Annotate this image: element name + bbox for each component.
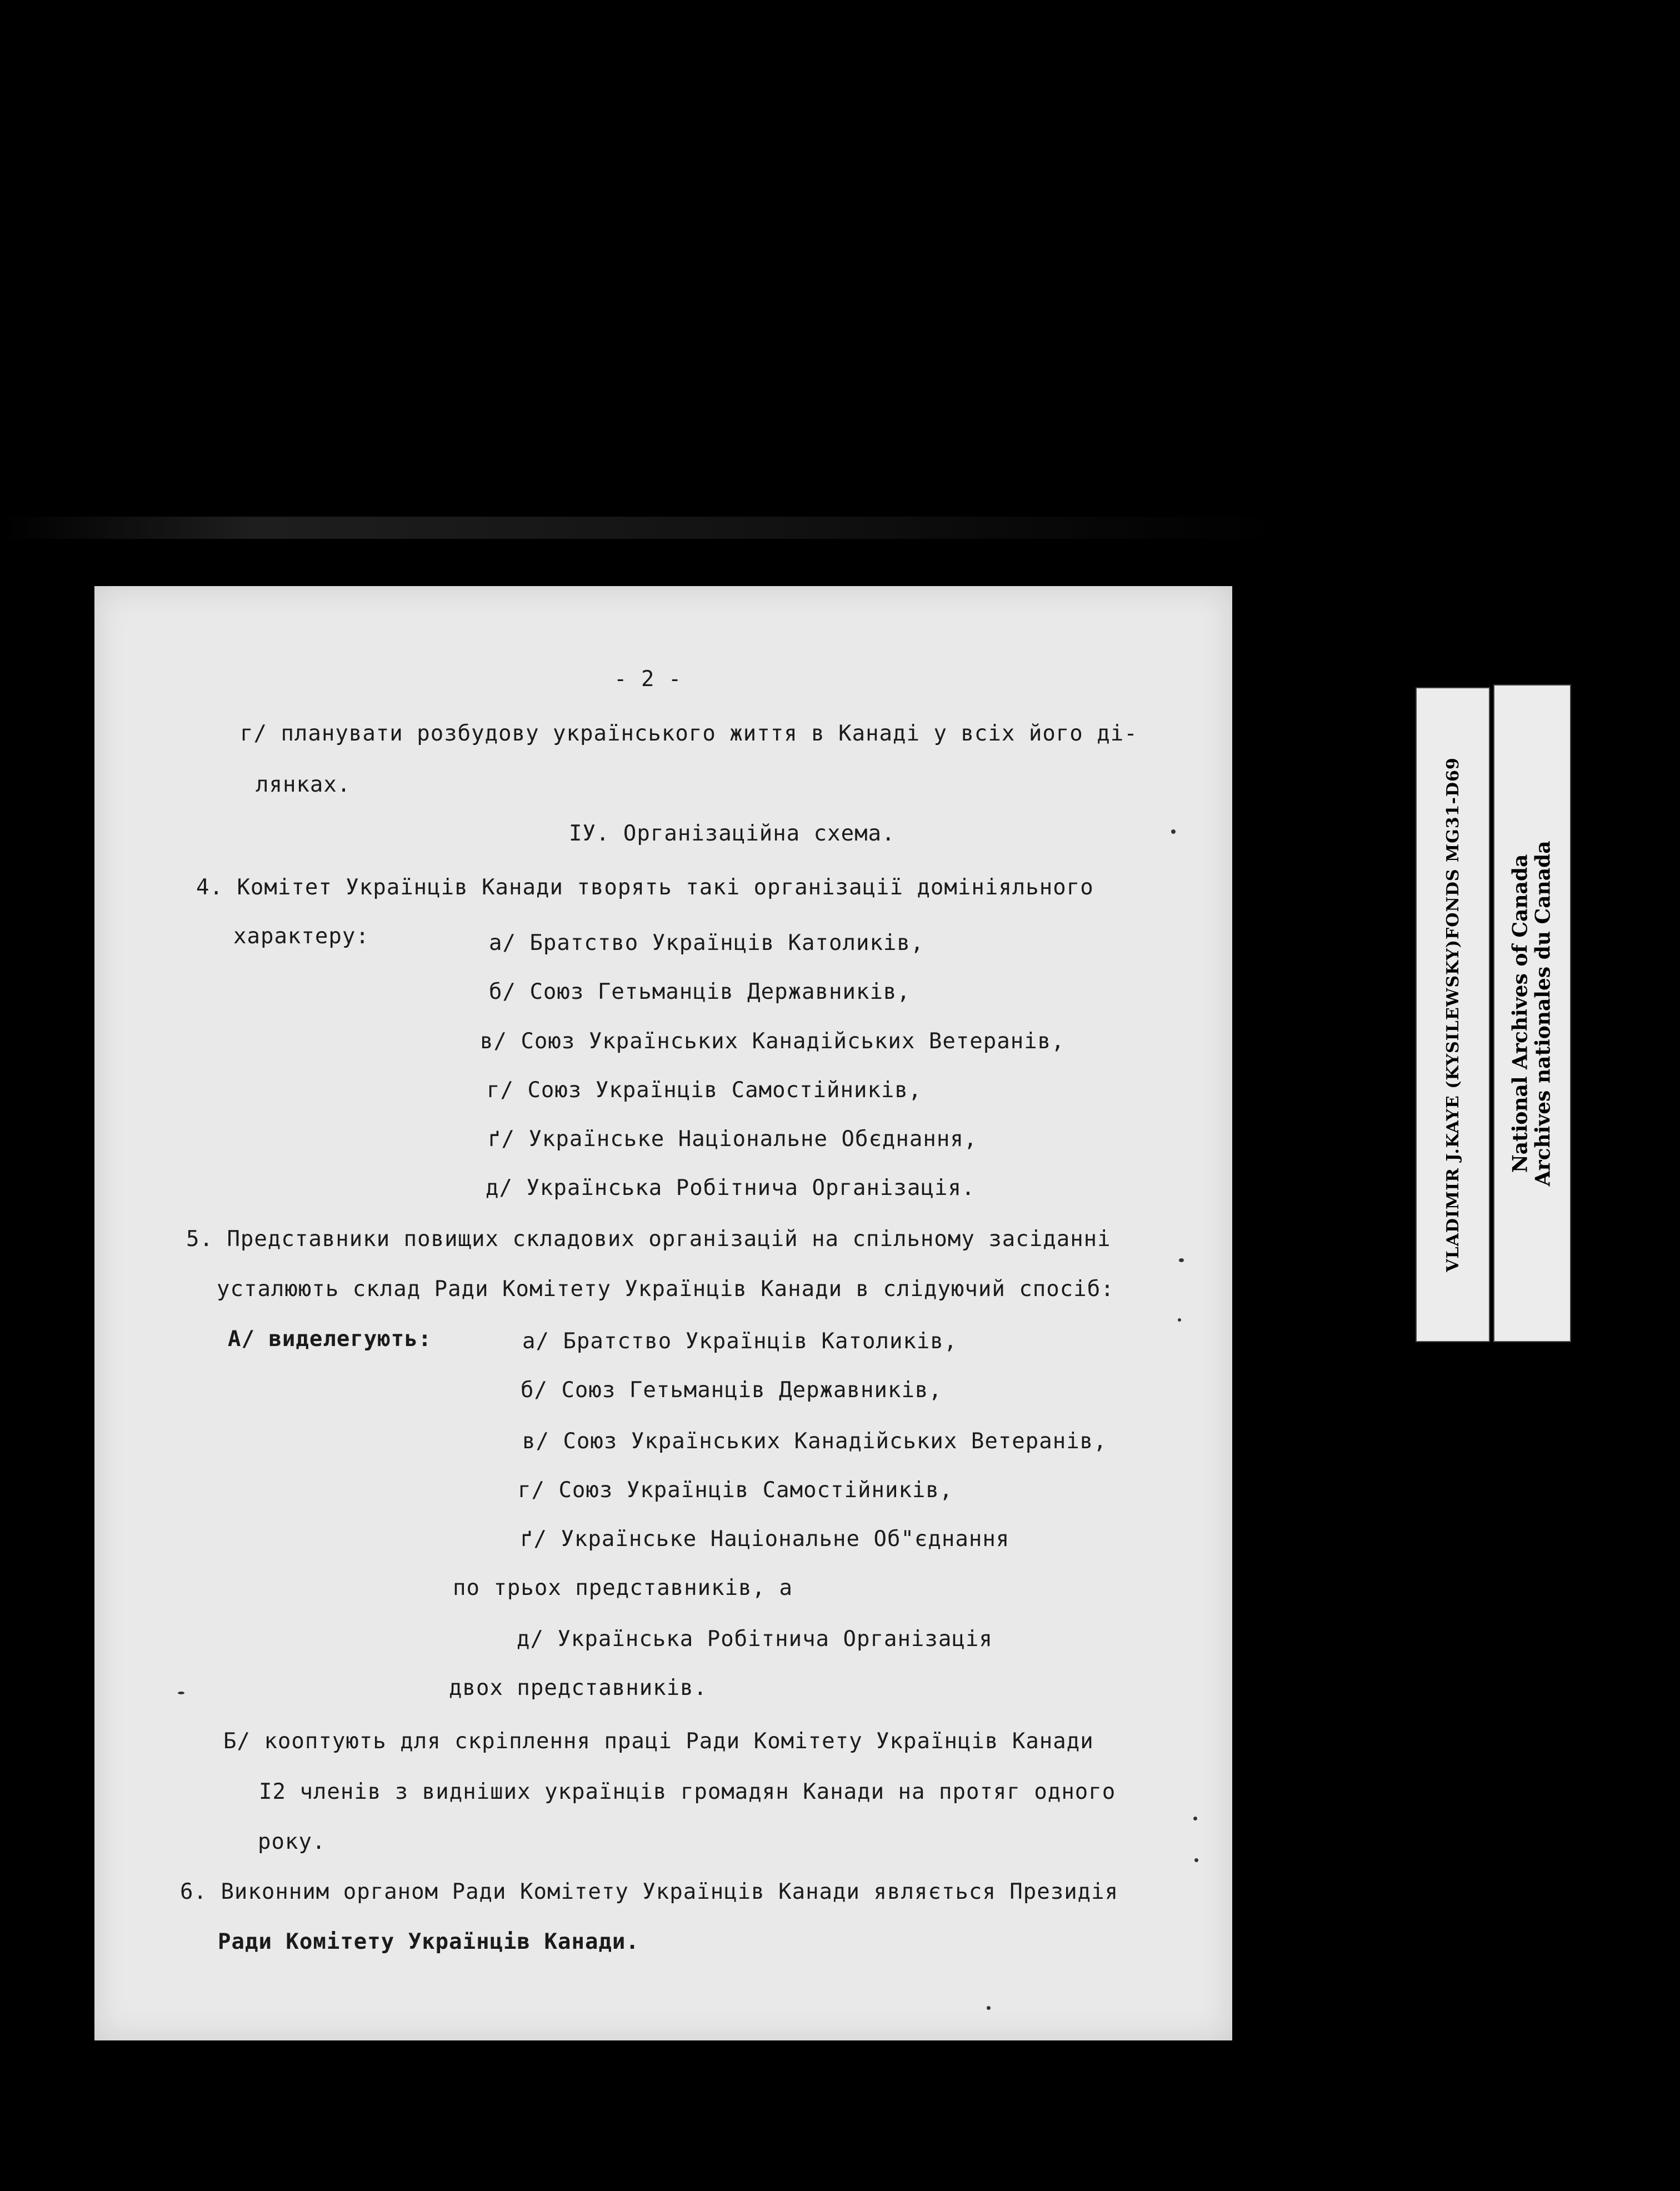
list-item: б/ Союз Гетьманців Державників,	[489, 979, 911, 1004]
text-line: двох представників.	[449, 1675, 708, 1700]
dust-speck	[1179, 1258, 1184, 1262]
page-number: - 2 -	[614, 667, 682, 692]
dust-speck	[178, 1692, 184, 1694]
dust-speck	[1178, 1318, 1181, 1322]
list-item: в/ Союз Українських Канадійських Ветеранів,	[480, 1029, 1065, 1054]
text-line: 4. Комітет Українців Канади творять такі організації домініяльного	[196, 875, 1094, 900]
text-line: характеру:	[233, 924, 369, 949]
document-page	[94, 586, 1232, 2040]
list-item: д/ Українська Робітнича Організація	[517, 1627, 993, 1652]
list-item: д/ Українська Робітнича Організація.	[486, 1175, 976, 1200]
list-item: г/ Союз Українців Самостійників,	[487, 1078, 922, 1103]
dust-speck	[987, 2006, 991, 2010]
list-item: г/ Союз Українців Самостійників,	[518, 1478, 953, 1503]
dust-speck	[1193, 1817, 1197, 1820]
text-line: лянках.	[256, 772, 351, 797]
text-line: Ради Комітету Українців Канади.	[218, 1929, 639, 1954]
text-line: I2 членів з видніших українців громадян Канади на протяг одного	[259, 1779, 1116, 1804]
institution-fr: Archives nationales du Canada	[1532, 841, 1555, 1186]
institution-names	[1509, 841, 1556, 1186]
dust-speck	[1194, 1858, 1198, 1862]
text-line: усталюють склад Ради Комітету Українців Канади в слідуючий спосіб:	[217, 1277, 1114, 1302]
archive-fonds-label	[1416, 687, 1490, 1342]
section-heading: IУ. Організаційна схема.	[569, 821, 896, 846]
dust-speck	[1171, 829, 1176, 834]
list-item: а/ Братство Українців Католиків,	[489, 931, 924, 956]
scan-streak	[0, 517, 1278, 539]
list-item: в/ Союз Українських Канадійських Ветеранів,	[522, 1429, 1107, 1454]
fonds-reference: VLADIMIR J.KAYE (KYSILEWSKY)FONDS MG31-D69	[1443, 757, 1463, 1272]
archive-institution-label	[1493, 684, 1571, 1342]
list-item: а/ Братство Українців Католиків,	[522, 1329, 958, 1354]
text-line: Б/ кооптують для скріплення праці Ради Комітету Українців Канади	[223, 1729, 1094, 1754]
text-line: 5. Представники повищих складових організацій на спільному засіданні	[186, 1227, 1111, 1252]
list-item: б/ Союз Гетьманців Державників,	[521, 1378, 942, 1403]
list-item: ґ/ Українське Національне Об"єднання	[520, 1527, 1010, 1552]
text-line: А/ виделегують:	[228, 1327, 432, 1352]
list-item: ґ/ Українське Національне Обєднання,	[488, 1127, 978, 1152]
text-line: 6. Виконним органом Ради Комітету Українців Канади являється Президія	[180, 1879, 1119, 1904]
text-line: г/ планувати розбудову українського життя в Канаді у всіх його ді-	[240, 721, 1138, 746]
institution-en: National Archives of Canada	[1508, 854, 1532, 1173]
text-line: року.	[258, 1829, 326, 1854]
text-line: по трьох представників, а	[453, 1575, 793, 1600]
